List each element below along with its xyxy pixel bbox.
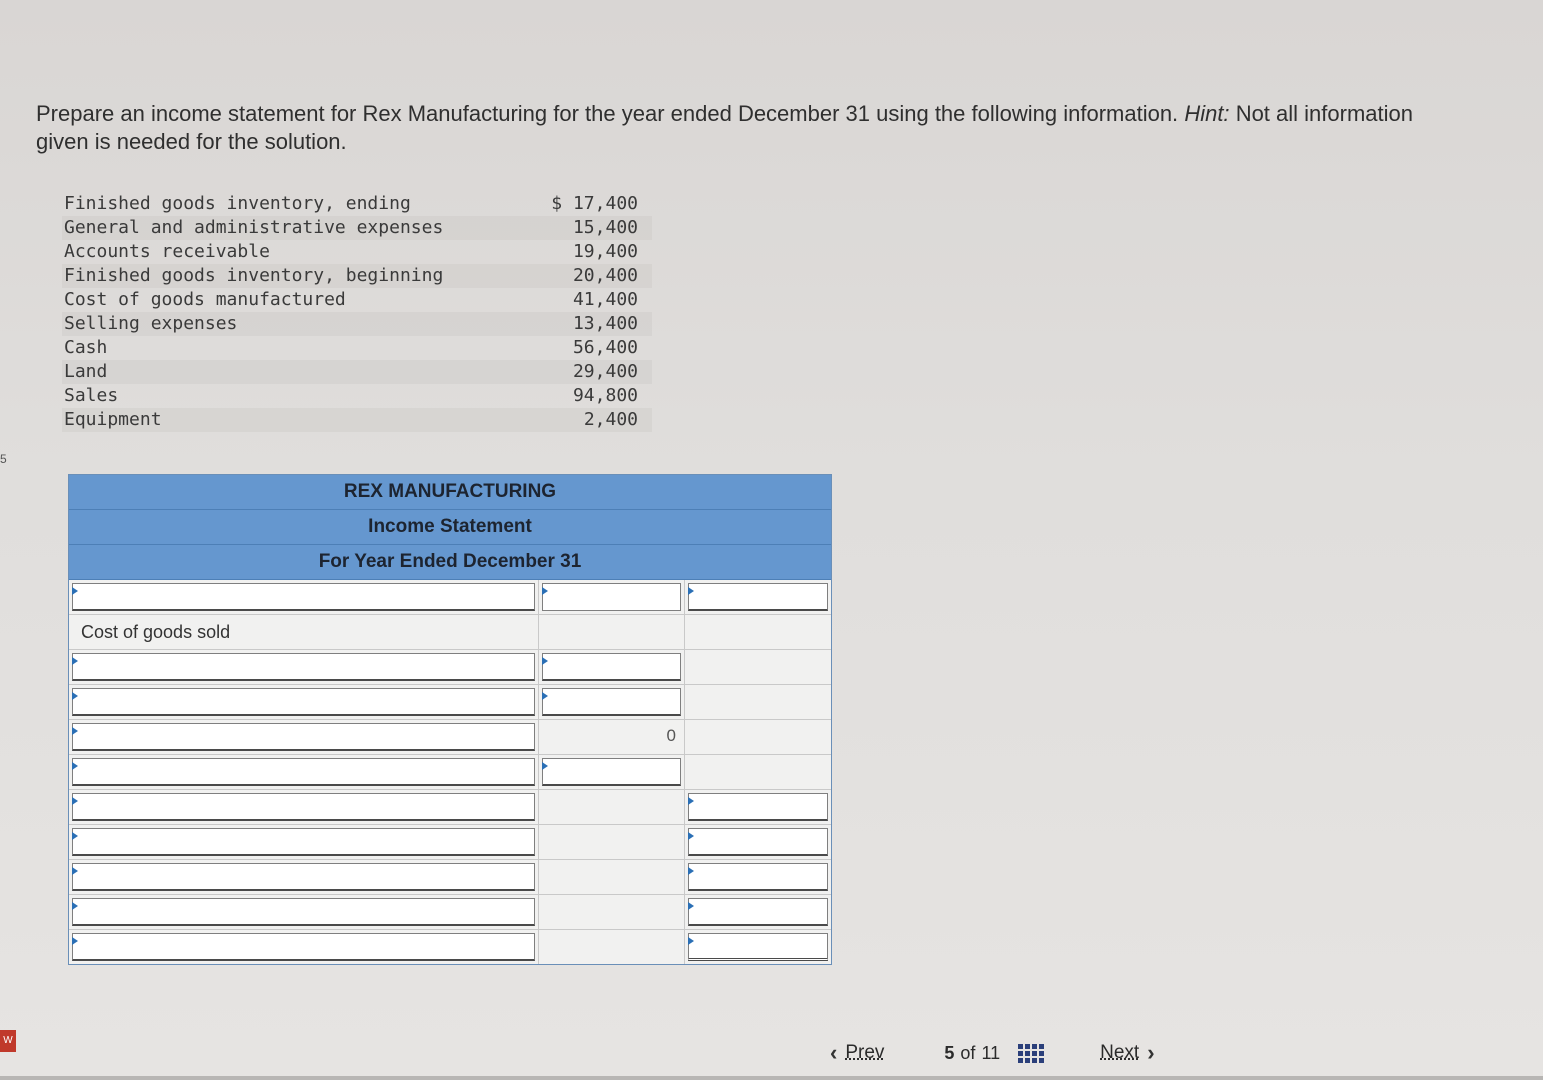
data-row — [62, 360, 652, 384]
account-cell[interactable] — [69, 720, 539, 754]
account-dropdown[interactable] — [72, 898, 535, 926]
data-amount: $ 17,400 — [551, 193, 638, 214]
amount-cell — [539, 790, 685, 824]
total-input[interactable] — [688, 898, 828, 926]
data-label: Sales — [64, 385, 119, 406]
data-amount: 13,400 — [572, 313, 638, 334]
data-row — [62, 312, 652, 336]
data-row — [62, 192, 652, 216]
of-text: of — [960, 1042, 976, 1063]
amount-cell[interactable] — [539, 755, 685, 789]
bottom-edge — [0, 1076, 1543, 1080]
account-cell[interactable] — [69, 790, 539, 824]
net-income-input[interactable] — [688, 933, 828, 961]
data-amount: 56,400 — [572, 337, 638, 358]
account-dropdown[interactable] — [72, 933, 535, 961]
table-row — [69, 685, 831, 720]
hint-text: Not all information given is needed for the solution. — [36, 101, 1413, 154]
total-input[interactable] — [688, 863, 828, 891]
amount-input[interactable] — [542, 688, 681, 716]
data-amount: 94,800 — [572, 385, 638, 406]
account-cell[interactable] — [69, 650, 539, 684]
data-row — [62, 384, 652, 408]
amount-cell[interactable] — [539, 580, 685, 614]
data-label: Land — [64, 361, 108, 382]
account-dropdown[interactable] — [72, 828, 535, 856]
chevron-right-icon: › — [1147, 1040, 1155, 1065]
income-statement-table — [68, 474, 832, 965]
amount-cell — [539, 895, 685, 929]
total-cell — [685, 685, 831, 719]
data-row — [62, 240, 652, 264]
question-prompt — [36, 100, 1456, 156]
amount-cell — [539, 720, 685, 754]
account-cell[interactable] — [69, 930, 539, 964]
account-cell[interactable] — [69, 685, 539, 719]
account-cell[interactable] — [69, 755, 539, 789]
total-cell[interactable] — [685, 895, 831, 929]
data-amount: 29,400 — [572, 361, 638, 382]
total-cell — [685, 755, 831, 789]
data-label: Equipment — [64, 409, 162, 430]
company-name: REX MANUFACTURING — [69, 475, 831, 510]
total-input[interactable] — [688, 793, 828, 821]
amount-cell — [539, 930, 685, 964]
grid-icon[interactable] — [1018, 1044, 1044, 1063]
total-input[interactable] — [688, 828, 828, 856]
account-dropdown[interactable] — [72, 863, 535, 891]
amount-cell — [539, 615, 685, 649]
data-label: Finished goods inventory, beginning — [64, 265, 444, 286]
amount-input[interactable] — [542, 758, 681, 786]
account-cell[interactable] — [69, 860, 539, 894]
account-cell[interactable] — [69, 825, 539, 859]
table-row — [69, 860, 831, 895]
table-row — [69, 930, 831, 964]
amount-cell — [539, 860, 685, 894]
data-label: Selling expenses — [64, 313, 238, 334]
question-navigation — [830, 1036, 1155, 1070]
data-row — [62, 288, 652, 312]
data-row — [62, 216, 652, 240]
total-cell[interactable] — [685, 860, 831, 894]
data-amount: 20,400 — [572, 265, 638, 286]
data-label: Cost of goods manufactured — [64, 289, 346, 310]
total-cell — [685, 615, 831, 649]
data-label: Finished goods inventory, ending — [64, 193, 411, 214]
amount-input[interactable] — [542, 583, 681, 611]
table-row — [69, 615, 831, 650]
data-amount: 19,400 — [572, 241, 638, 262]
total-cell[interactable] — [685, 930, 831, 964]
data-row — [62, 264, 652, 288]
table-row — [69, 755, 831, 790]
account-cell[interactable] — [69, 580, 539, 614]
amount-input[interactable] — [542, 653, 681, 681]
prev-button[interactable] — [830, 1040, 892, 1066]
data-label: General and administrative expenses — [64, 217, 444, 238]
statement-title: Income Statement — [69, 510, 831, 545]
account-dropdown[interactable] — [72, 688, 535, 716]
table-row — [69, 580, 831, 615]
page-indicator — [944, 1043, 1044, 1064]
data-label: Accounts receivable — [64, 241, 270, 262]
side-tab[interactable]: W — [0, 1030, 16, 1052]
amount-cell[interactable] — [539, 685, 685, 719]
account-cell[interactable] — [69, 895, 539, 929]
total-cell[interactable] — [685, 580, 831, 614]
data-amount: 41,400 — [572, 289, 638, 310]
account-dropdown[interactable] — [72, 793, 535, 821]
data-row — [62, 336, 652, 360]
cogs-label: Cost of goods sold — [81, 622, 231, 642]
table-row — [69, 720, 831, 755]
table-row — [69, 895, 831, 930]
account-dropdown[interactable] — [72, 583, 535, 611]
total-cell — [685, 650, 831, 684]
amount-cell — [539, 825, 685, 859]
total-cell — [685, 720, 831, 754]
edge-marker: 5 — [0, 452, 7, 466]
total-cell[interactable] — [685, 825, 831, 859]
data-amount: 2,400 — [583, 409, 638, 430]
table-row — [69, 825, 831, 860]
current-page: 5 — [944, 1042, 955, 1063]
total-pages: 11 — [981, 1042, 1001, 1063]
account-cell — [69, 615, 539, 649]
next-label[interactable]: Next — [1100, 1042, 1140, 1063]
account-dropdown[interactable] — [72, 653, 535, 681]
question-text: Prepare an income statement for Rex Manufacturing for the year ended December 31 using the following information. — [36, 101, 1179, 126]
prev-label[interactable]: Prev — [845, 1042, 885, 1063]
account-dropdown[interactable] — [72, 758, 535, 786]
data-label: Cash — [64, 337, 108, 358]
amount-cell[interactable] — [539, 650, 685, 684]
hint-label: Hint: — [1184, 101, 1230, 126]
given-data-list — [62, 192, 652, 432]
table-row — [69, 650, 831, 685]
total-input[interactable] — [688, 583, 828, 611]
next-button[interactable] — [1092, 1040, 1154, 1066]
table-row — [69, 790, 831, 825]
data-row — [62, 408, 652, 432]
data-amount: 15,400 — [572, 217, 638, 238]
account-dropdown[interactable] — [72, 723, 535, 751]
chevron-left-icon: ‹ — [830, 1040, 838, 1065]
total-cell[interactable] — [685, 790, 831, 824]
statement-period: For Year Ended December 31 — [69, 545, 831, 580]
cogs-subtotal: 0 — [666, 726, 676, 745]
